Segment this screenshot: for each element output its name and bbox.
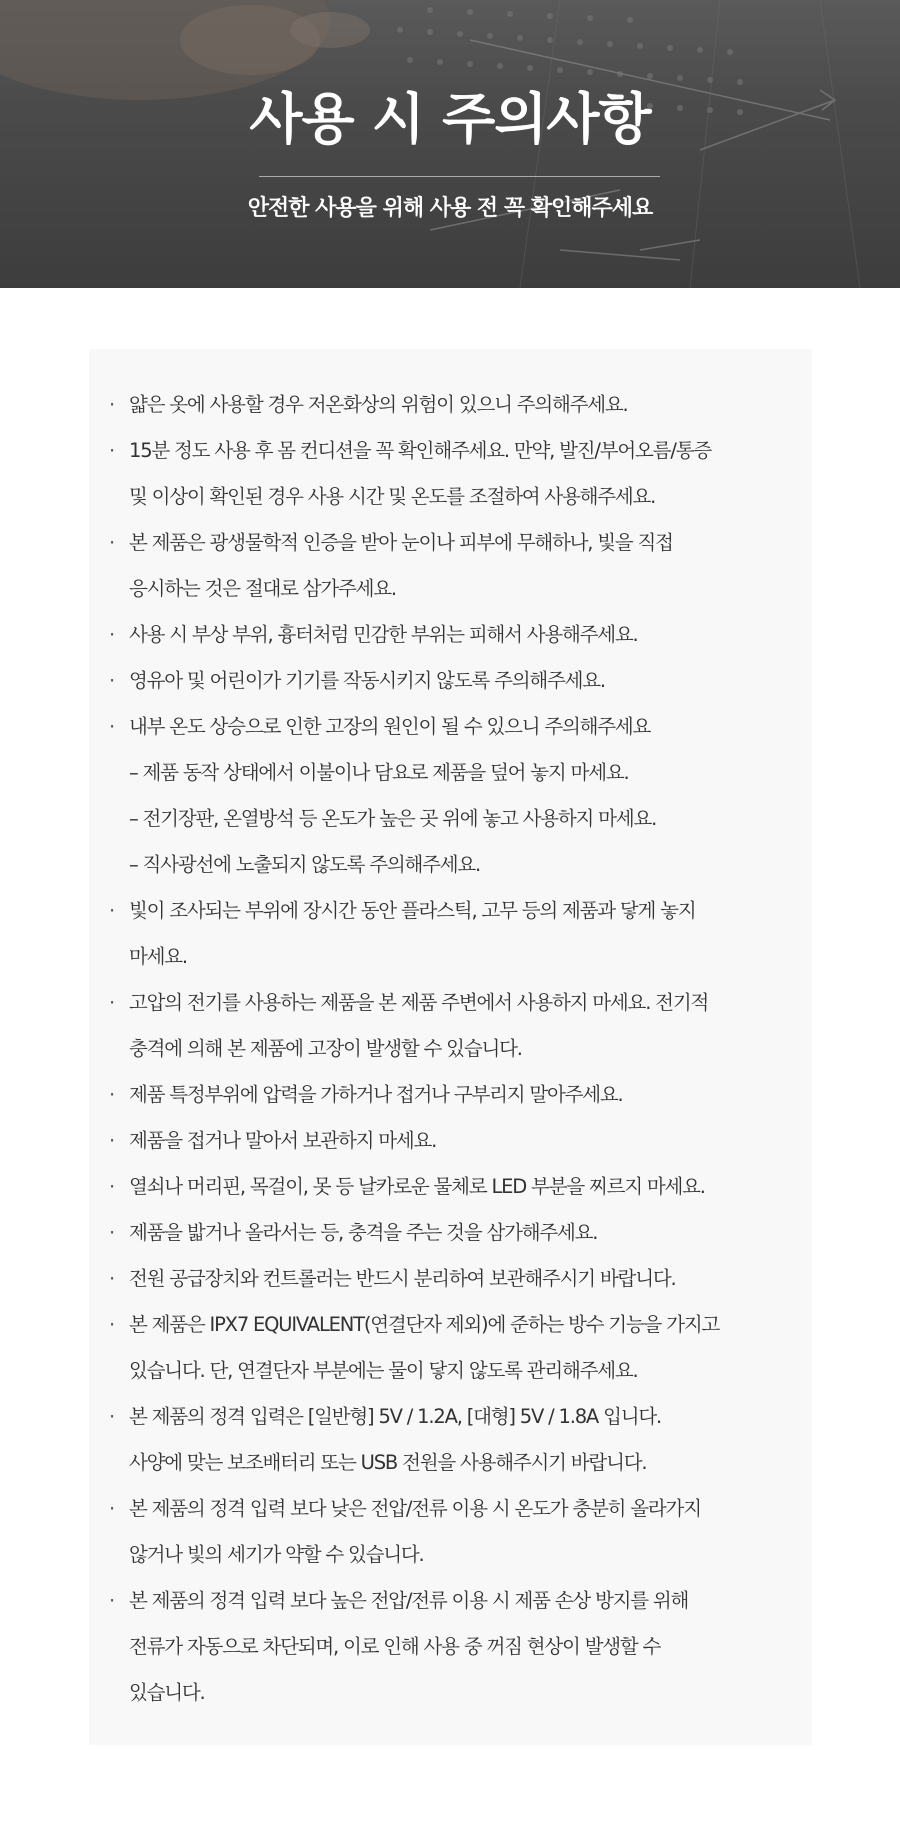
caution-item [109, 1072, 792, 1118]
caution-text-line: 본 제품의 정격 입력은 [일반형] 5V / 1.2A, [대형] 5V / 1.8A 입니다. [129, 1405, 661, 1428]
caution-item [109, 428, 792, 520]
caution-item [109, 1578, 792, 1716]
caution-text-line: 제품을 접거나 말아서 보관하지 마세요. [129, 1129, 437, 1152]
caution-text-line: – 직사광선에 노출되지 않도록 주의해주세요. [129, 853, 481, 876]
caution-text-line: 내부 온도 상승으로 인한 고장의 원인이 될 수 있으니 주의해주세요 [129, 715, 651, 738]
caution-text-line: 영유아 및 어린이가 기기를 작동시키지 않도록 주의해주세요. [129, 669, 605, 692]
caution-item [109, 612, 792, 658]
caution-text-line: 사양에 맞는 보조배터리 또는 USB 전원을 사용해주시기 바랍니다. [129, 1451, 647, 1474]
caution-text-line: 마세요. [129, 945, 187, 968]
caution-item [109, 520, 792, 612]
caution-text-line: 전원 공급장치와 컨트롤러는 반드시 분리하여 보관해주시기 바랍니다. [129, 1267, 676, 1290]
bullet-icon: · [109, 1129, 114, 1152]
bullet-icon: · [109, 991, 114, 1014]
caution-text-line: 제품 특정부위에 압력을 가하거나 접거나 구부리지 말아주세요. [129, 1083, 623, 1106]
caution-text-line: 않거나 빛의 세기가 약할 수 있습니다. [129, 1543, 424, 1566]
caution-text-line: 본 제품은 광생물학적 인증을 받아 눈이나 피부에 무해하나, 빛을 직접 [129, 531, 673, 554]
bullet-icon: · [109, 531, 114, 554]
caution-text-line: 사용 시 부상 부위, 흉터처럼 민감한 부위는 피해서 사용해주세요. [129, 623, 638, 646]
caution-list [109, 382, 792, 1716]
caution-text-line: 본 제품은 IPX7 EQUIVALENT(연결단자 제외)에 준하는 방수 기능을 가지고 [129, 1313, 720, 1336]
caution-item [109, 1302, 792, 1394]
title-divider [259, 176, 660, 177]
caution-text-line: 고압의 전기를 사용하는 제품을 본 제품 주변에서 사용하지 마세요. 전기적 [129, 991, 709, 1014]
caution-text-line: 본 제품의 정격 입력 보다 낮은 전압/전류 이용 시 온도가 충분히 올라가지 [129, 1497, 701, 1520]
caution-text-line: 있습니다. 단, 연결단자 부분에는 물이 닿지 않도록 관리해주세요. [129, 1359, 638, 1382]
bullet-icon: · [109, 1267, 114, 1290]
caution-item [109, 704, 792, 888]
caution-item [109, 382, 792, 428]
caution-item [109, 980, 792, 1072]
caution-text-line: 본 제품의 정격 입력 보다 높은 전압/전류 이용 시 제품 손상 방지를 위해 [129, 1589, 689, 1612]
caution-text-line: – 전기장판, 온열방석 등 온도가 높은 곳 위에 놓고 사용하지 마세요. [129, 807, 657, 830]
bullet-icon: · [109, 1589, 114, 1612]
bullet-icon: · [109, 669, 114, 692]
caution-item [109, 1210, 792, 1256]
caution-notice-box [89, 349, 812, 1745]
caution-item [109, 1486, 792, 1578]
header-banner [0, 0, 900, 288]
caution-item [109, 658, 792, 704]
bullet-icon: · [109, 715, 114, 738]
bullet-icon: · [109, 1405, 114, 1428]
caution-text-line: 전류가 자동으로 차단되며, 이로 인해 사용 중 꺼짐 현상이 발생할 수 [129, 1635, 661, 1658]
bullet-icon: · [109, 1175, 114, 1198]
bullet-icon: · [109, 393, 114, 416]
bullet-icon: · [109, 899, 114, 922]
bullet-icon: · [109, 1221, 114, 1244]
caution-text-line: 있습니다. [129, 1681, 205, 1704]
bullet-icon: · [109, 1497, 114, 1520]
caution-item [109, 888, 792, 980]
bullet-icon: · [109, 439, 114, 462]
caution-text-line: 15분 정도 사용 후 몸 컨디션을 꼭 확인해주세요. 만약, 발진/부어오름/통증 [129, 439, 711, 462]
caution-item [109, 1394, 792, 1486]
caution-text-line: 열쇠나 머리핀, 목걸이, 못 등 날카로운 물체로 LED 부분을 찌르지 마세요. [129, 1175, 705, 1198]
caution-item [109, 1164, 792, 1210]
bullet-icon: · [109, 1083, 114, 1106]
page-title: 사용 시 주의사항 [249, 87, 651, 151]
caution-item [109, 1118, 792, 1164]
caution-text-line: 제품을 밟거나 올라서는 등, 충격을 주는 것을 삼가해주세요. [129, 1221, 598, 1244]
caution-item [109, 1256, 792, 1302]
caution-text-line: 및 이상이 확인된 경우 사용 시간 및 온도를 조절하여 사용해주세요. [129, 485, 656, 508]
caution-text-line: 얇은 옷에 사용할 경우 저온화상의 위험이 있으니 주의해주세요. [129, 393, 628, 416]
caution-text-line: 빛이 조사되는 부위에 장시간 동안 플라스틱, 고무 등의 제품과 닿게 놓지 [129, 899, 696, 922]
caution-text-line: – 제품 동작 상태에서 이불이나 담요로 제품을 덮어 놓지 마세요. [129, 761, 629, 784]
page-subtitle: 안전한 사용을 위해 사용 전 꼭 확인해주세요 [247, 196, 653, 221]
bullet-icon: · [109, 1313, 114, 1336]
caution-text-line: 충격에 의해 본 제품에 고장이 발생할 수 있습니다. [129, 1037, 522, 1060]
caution-text-line: 응시하는 것은 절대로 삼가주세요. [129, 577, 396, 600]
bullet-icon: · [109, 623, 114, 646]
